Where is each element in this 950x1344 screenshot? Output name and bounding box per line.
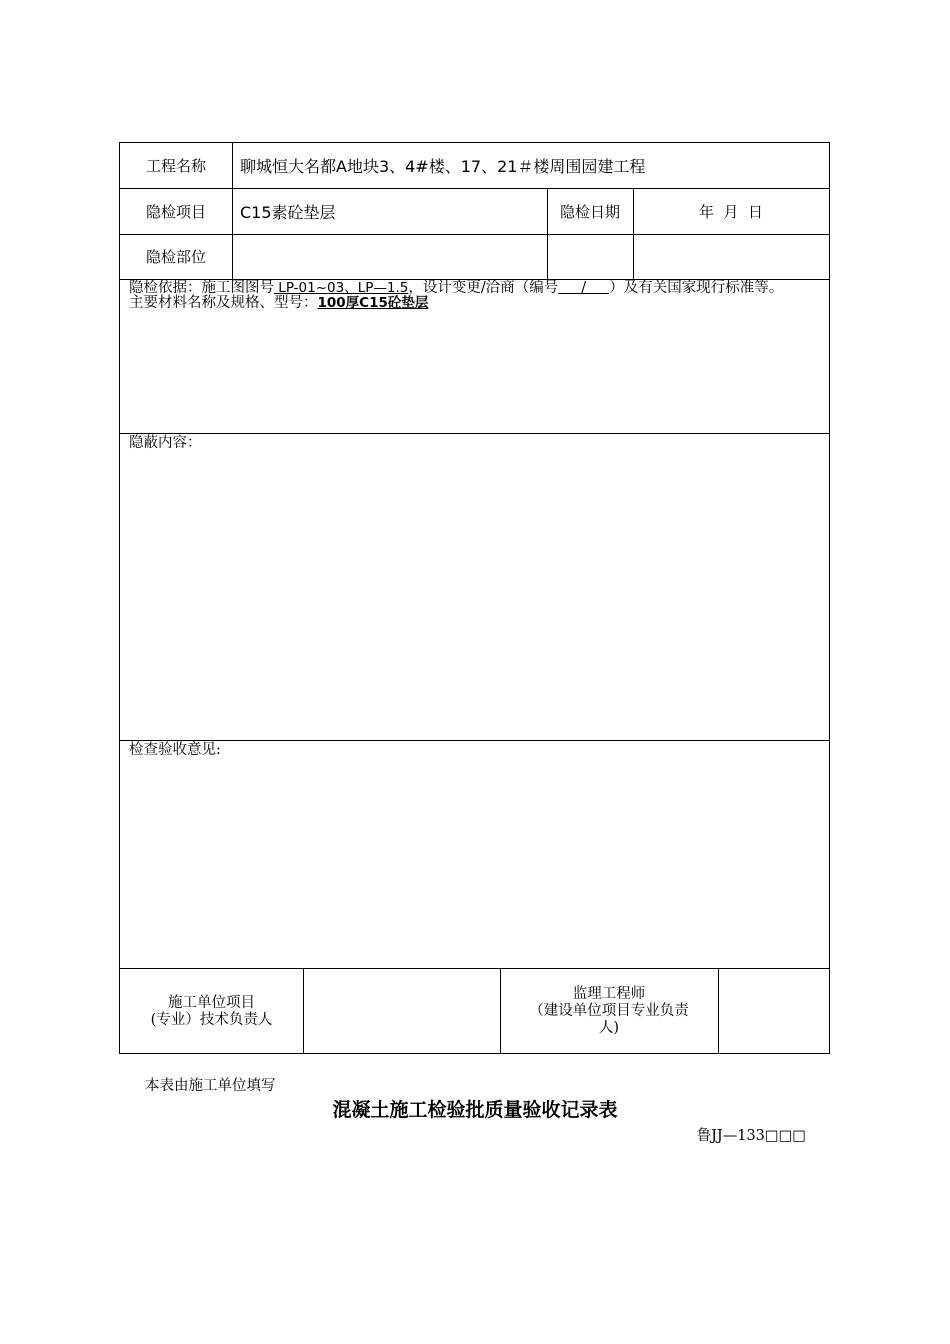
concealed-content-label: 隐蔽内容： xyxy=(129,435,202,451)
form-title: 混凝土施工检验批质量验收记录表 xyxy=(332,1099,618,1121)
inspection-location-field[interactable] xyxy=(232,234,547,279)
contractor-label-line2: (专业）技术负责人 xyxy=(150,1011,273,1028)
supervisor-label-line3: 人) xyxy=(598,1020,620,1036)
row-divider xyxy=(120,740,829,741)
concealed-content-section[interactable] xyxy=(129,436,821,451)
supervisor-signature-field[interactable] xyxy=(718,969,829,1054)
inspection-item-label: 隐检项目 xyxy=(145,202,206,221)
empty-cell xyxy=(633,234,829,279)
empty-cell xyxy=(547,234,633,279)
supervisor-signature-label xyxy=(500,969,718,1054)
inspection-opinion-label: 检查验收意见: xyxy=(129,742,221,758)
material-value: 100厚C15砼垫层 xyxy=(317,295,429,311)
project-name-field[interactable]: 聊城恒大名都A地块3、4#楼、17、21＃楼周围园建工程 xyxy=(240,157,646,176)
contractor-signature-label xyxy=(120,969,303,1054)
drawing-number: LP-01~03、LP—1.5 xyxy=(274,280,409,296)
basis-middle: ，设计变更/洽商（编号 xyxy=(408,280,559,296)
contractor-signature-field[interactable] xyxy=(303,969,500,1054)
inspection-opinion-section[interactable] xyxy=(129,743,821,758)
supervisor-label-line1: 监理工程师 xyxy=(572,986,646,1002)
inspection-form-table xyxy=(119,142,830,1054)
inspection-date-field[interactable]: 年 月 日 xyxy=(698,202,764,221)
contractor-label-line1: 施工单位项目 xyxy=(168,994,255,1011)
inspection-location-label: 隐检部位 xyxy=(145,248,206,266)
change-number: / xyxy=(558,280,610,296)
form-note: 本表由施工单位填写 xyxy=(145,1078,276,1094)
inspection-basis[interactable] xyxy=(129,281,821,311)
project-name-label: 工程名称 xyxy=(145,157,206,175)
supervisor-label-line2: （建设单位项目专业负责 xyxy=(529,1003,689,1019)
form-code: 鲁JJ—133□□□ xyxy=(696,1128,806,1144)
basis-prefix: 隐检依据：施工图图号 xyxy=(129,280,274,296)
material-label: 主要材料名称及规格、型号： xyxy=(129,295,318,311)
inspection-item-field[interactable]: C15素砼垫层 xyxy=(240,202,336,222)
basis-suffix: ）及有关国家现行标准等。 xyxy=(609,280,784,296)
inspection-date-label: 隐检日期 xyxy=(559,202,620,221)
row-divider xyxy=(120,433,829,434)
